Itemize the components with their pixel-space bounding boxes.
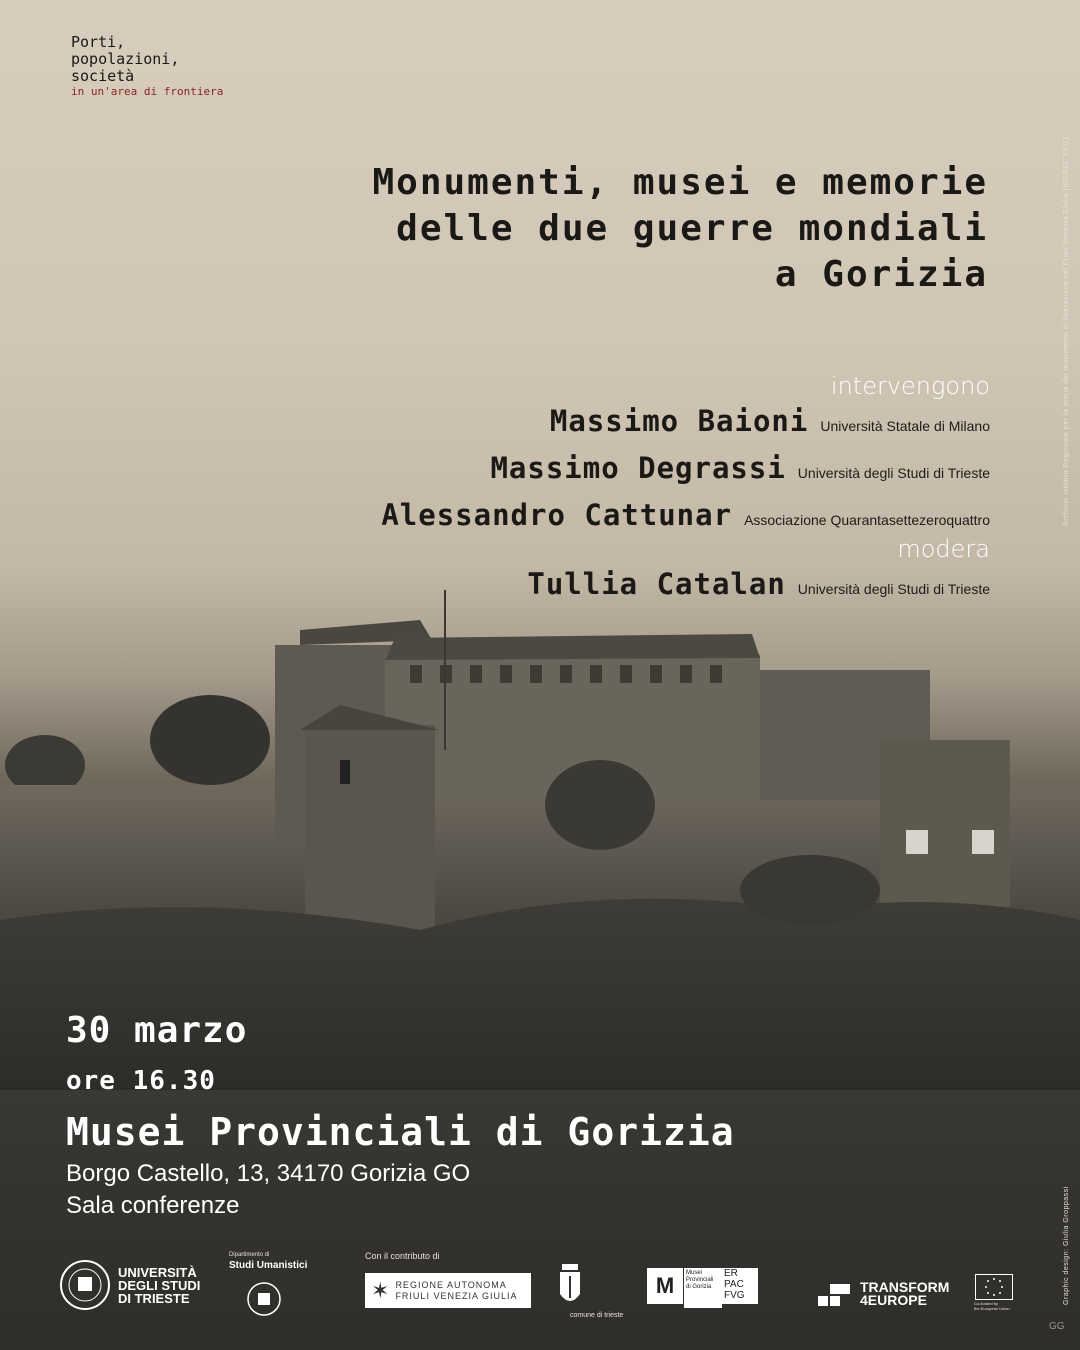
series-title [71,34,223,99]
moderator-name: Tullia Catalan [527,567,786,601]
musei-m-icon: M [647,1268,683,1304]
event-date: 30 marzo [66,1010,248,1051]
event-venue: Musei Provinciali di Gorizia [66,1110,735,1154]
region-logo [365,1273,531,1308]
speaker-name: Massimo Degrassi [490,451,786,485]
comune-logo-text: comune di trieste [570,1312,624,1319]
speakers-heading: intervengono [830,372,990,400]
series-line: Porti, [71,33,126,51]
series-line: società [71,67,135,85]
department-label: Dipartimento di [229,1252,270,1258]
design-credit: Graphic design: Giulia Groppassi [1063,1186,1070,1305]
speaker-name: Alessandro Cattunar [381,498,733,532]
speaker-row [550,404,990,438]
department-name: Studi Umanistici [229,1260,308,1271]
designer-initials: GG [1049,1321,1065,1332]
university-seal-icon [60,1260,110,1310]
comune-shield-icon [558,1264,582,1308]
event-room: Sala conferenze [66,1192,240,1219]
eu-logo-text: Co-funded by the European Union [974,1301,1010,1311]
speaker-affiliation: Associazione Quarantasettezeroquattro [744,512,990,528]
department-seal-icon [247,1282,281,1316]
speaker-name: Massimo Baioni [549,404,809,438]
speaker-row [381,498,990,532]
series-subtitle: in un'area di frontiera [71,85,224,98]
series-line: popolazioni, [71,50,180,68]
contribution-label: Con il contributo di [365,1251,440,1261]
speaker-affiliation: Università degli Studi di Trieste [797,465,990,481]
moderator-heading: modera [897,535,990,563]
speaker-row [490,451,990,485]
logo-strip [0,1240,1080,1350]
event-title: Monumenti, musei e memorie delle due guerre mondiali a Gorizia [372,162,988,295]
musei-logo-text: Musei Provinciali di Gorizia [684,1268,722,1308]
archive-credit: Archivio Istituto Regionale per la storia del movimento di liberazione nel Friuli Venezia Giulia (IRSREC FVG) [1063,136,1070,526]
moderator-affiliation: Università degli Studi di Trieste [797,581,990,597]
event-time: ore 16.30 [66,1066,216,1096]
university-logo-text: UNIVERSITÀ DEGLI STUDI DI TRIESTE [118,1265,201,1306]
transform-squares-icon [818,1284,850,1308]
eu-flag-icon [975,1274,1013,1300]
eagle-icon: ✶ [371,1277,390,1303]
region-logo-text: REGIONE AUTONOMA FRIULI VENEZIA GIULIA [395,1279,518,1301]
erpac-logo: ER PAC FVG [722,1268,758,1304]
speaker-affiliation: Università Statale di Milano [820,418,990,434]
event-address: Borgo Castello, 13, 34170 Gorizia GO [66,1160,471,1187]
transform-logo-text: TRANSFORM 4EUROPE [860,1279,950,1308]
